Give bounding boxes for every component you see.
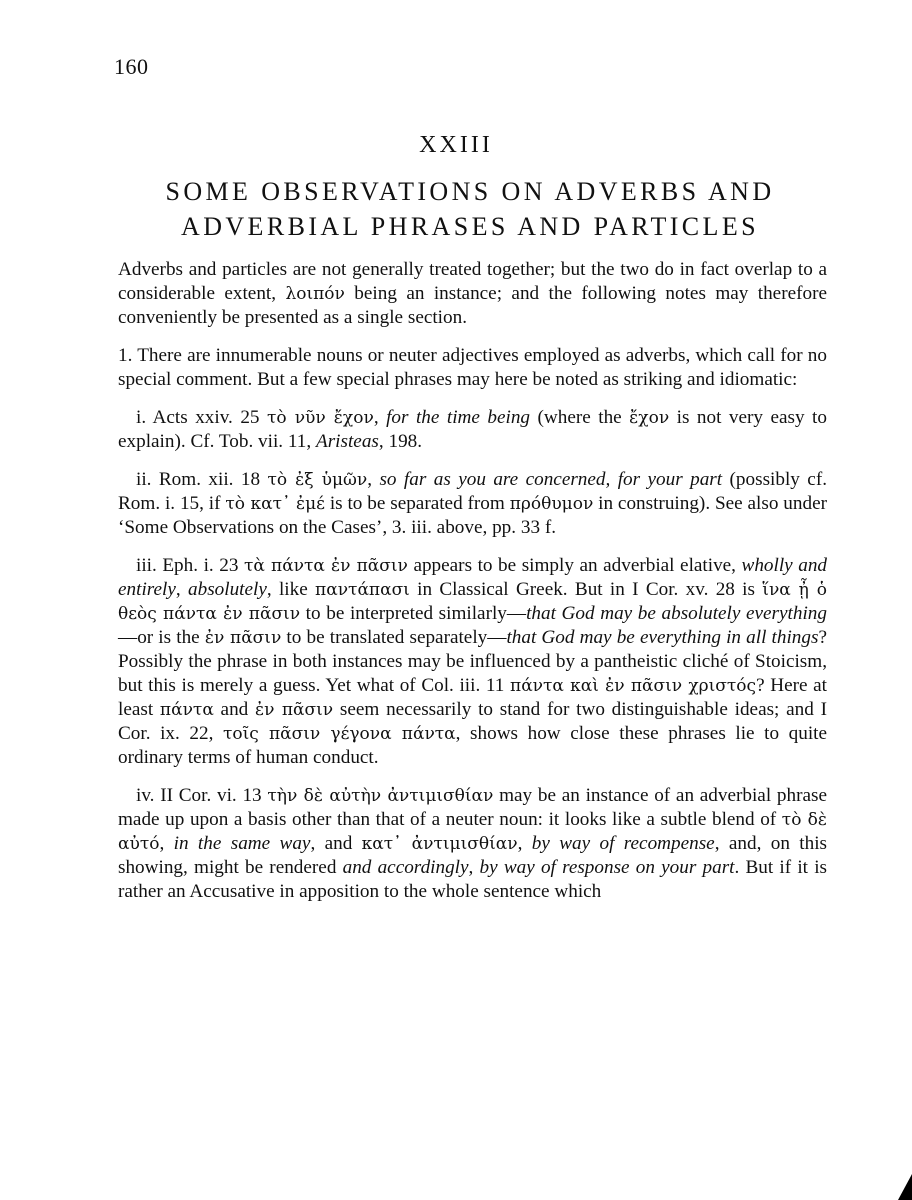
italic-text: for the time being [386,407,531,428]
text-run: , and, on this showing, might be rendered [118,833,827,878]
text-run: seem necessarily to stand for two distinguishable ideas; and I Cor. ix. 22, [118,699,827,744]
text-run: iv. II Cor. vi. 13 [136,785,268,806]
text-run: , shows how close these phrases lie to quite ordinary terms of human conduct. [118,723,827,768]
text-run: and [213,699,256,720]
greek-text: τὴν δὲ αὐτὴν ἀντιμισθίαν [267,786,494,806]
italic-text: by way of recompense [531,833,715,854]
italic-text: and accordingly [342,857,469,878]
page-number: 160 [114,54,149,79]
text-run: , [175,579,188,600]
text-run: appears to be simply an adverbial elative, [407,555,742,576]
greek-text: ἔχον [629,408,670,428]
paragraph [118,344,827,392]
text-run: , 198. [378,431,423,452]
greek-text: παντάπασι [315,580,410,600]
text-run: 1. There are innumerable nouns or neuter adjectives employed as adverbs, which call for no special comment. But a few special phrases may here be noted as striking and idiomatic: [118,345,827,390]
text-run: to be translated separately— [281,627,507,648]
text-run: in construing). See also under ‘Some Observations on the Cases’, 3. iii. above, pp. 33 f. [118,493,827,538]
text-run: —or is the [118,627,205,648]
italic-text: that God may be everything in all things [506,627,819,648]
text-run: , [517,833,532,854]
text-run: ? Possibly the phrase in both instances may be influenced by a pantheistic cliché of Stoicism, but this is merely a guess. Yet what of Col. iii. 11 [118,627,827,696]
text-run: , [367,469,380,490]
greek-text: τὸ ἐξ ὑμῶν [267,470,368,490]
text-run: ? Here at least [118,675,827,720]
text-run: (possibly cf. Rom. i. 15, if [118,469,828,514]
greek-text: ἐν πᾶσιν [255,700,334,720]
italic-text: wholly and entirely [118,555,828,600]
greek-text: λοιπόν [285,284,345,304]
text-run: ii. Rom. xii. 18 [136,469,268,490]
text-run: , [468,857,480,878]
italic-text: in the same way [173,833,311,854]
page-corner-mark [898,1174,912,1200]
greek-text: τὸ νῦν ἔχον [267,408,374,428]
text-run: iii. Eph. i. 23 [136,555,244,576]
greek-text: κατ᾽ ἀντιμισθίαν [361,834,518,854]
greek-text: τοῖς πᾶσιν γέγονα πάντα [222,724,456,744]
text-run: is not very easy to explain). Cf. Tob. vii. 11, [118,407,827,452]
italic-text: by way of response on your part [479,857,735,878]
text-run: (where the [530,407,630,428]
body-text [118,258,827,918]
greek-text: τὸ δὲ αὐτό [118,810,828,854]
greek-text: πρόθυμον [509,494,594,514]
italic-text: that God may be absolutely everything [526,603,827,624]
text-run: . But if it is rather an Accusative in apposition to the whole sentence which [118,857,828,902]
text-run: , [159,833,174,854]
text-run: being an instance; and the following notes may therefore conveniently be presented as a single section. [118,283,827,328]
text-run: i. Acts xxiv. 25 [136,407,267,428]
italic-text: absolutely [188,579,267,600]
greek-text: ἵνα ᾖ ὁ θεὸς πάντα ἐν πᾶσιν [118,580,827,624]
greek-text: ἐν πᾶσιν [204,628,282,648]
greek-text: τὸ κατ᾽ ἐμέ [225,494,325,514]
text-run: , like [266,579,316,600]
paragraph [118,554,827,770]
chapter-number: XXIII [419,132,493,158]
greek-text: πάντα καὶ ἐν πᾶσιν χριστός [510,676,757,696]
paragraph [118,784,827,904]
text-run: to be interpreted similarly— [300,603,527,624]
italic-text: Aristeas [315,431,379,452]
paragraph [118,258,827,330]
text-run: Adverbs and particles are not generally treated together; but the two do in fact overlap to a considerable extent, [118,259,827,304]
paragraph [118,406,827,454]
chapter-title: SOME OBSERVATIONS ON ADVERBS AND ADVERBIAL PHRASES AND PARTICLES [165,177,775,241]
text-run: is to be separated from [324,493,510,514]
text-run: , and [310,833,362,854]
italic-text: so far as you are concerned, for your part [379,469,723,490]
text-run: in Classical Greek. But in I Cor. xv. 28 is [409,579,763,600]
greek-text: πάντα [159,700,214,720]
greek-text: τὰ πάντα ἐν πᾶσιν [243,556,408,576]
text-run: , [373,407,387,428]
paragraph [118,468,827,540]
text-run: may be an instance of an adverbial phrase made up upon a basis other than that of a neuter noun: it looks like a subtle blend of [118,785,827,830]
